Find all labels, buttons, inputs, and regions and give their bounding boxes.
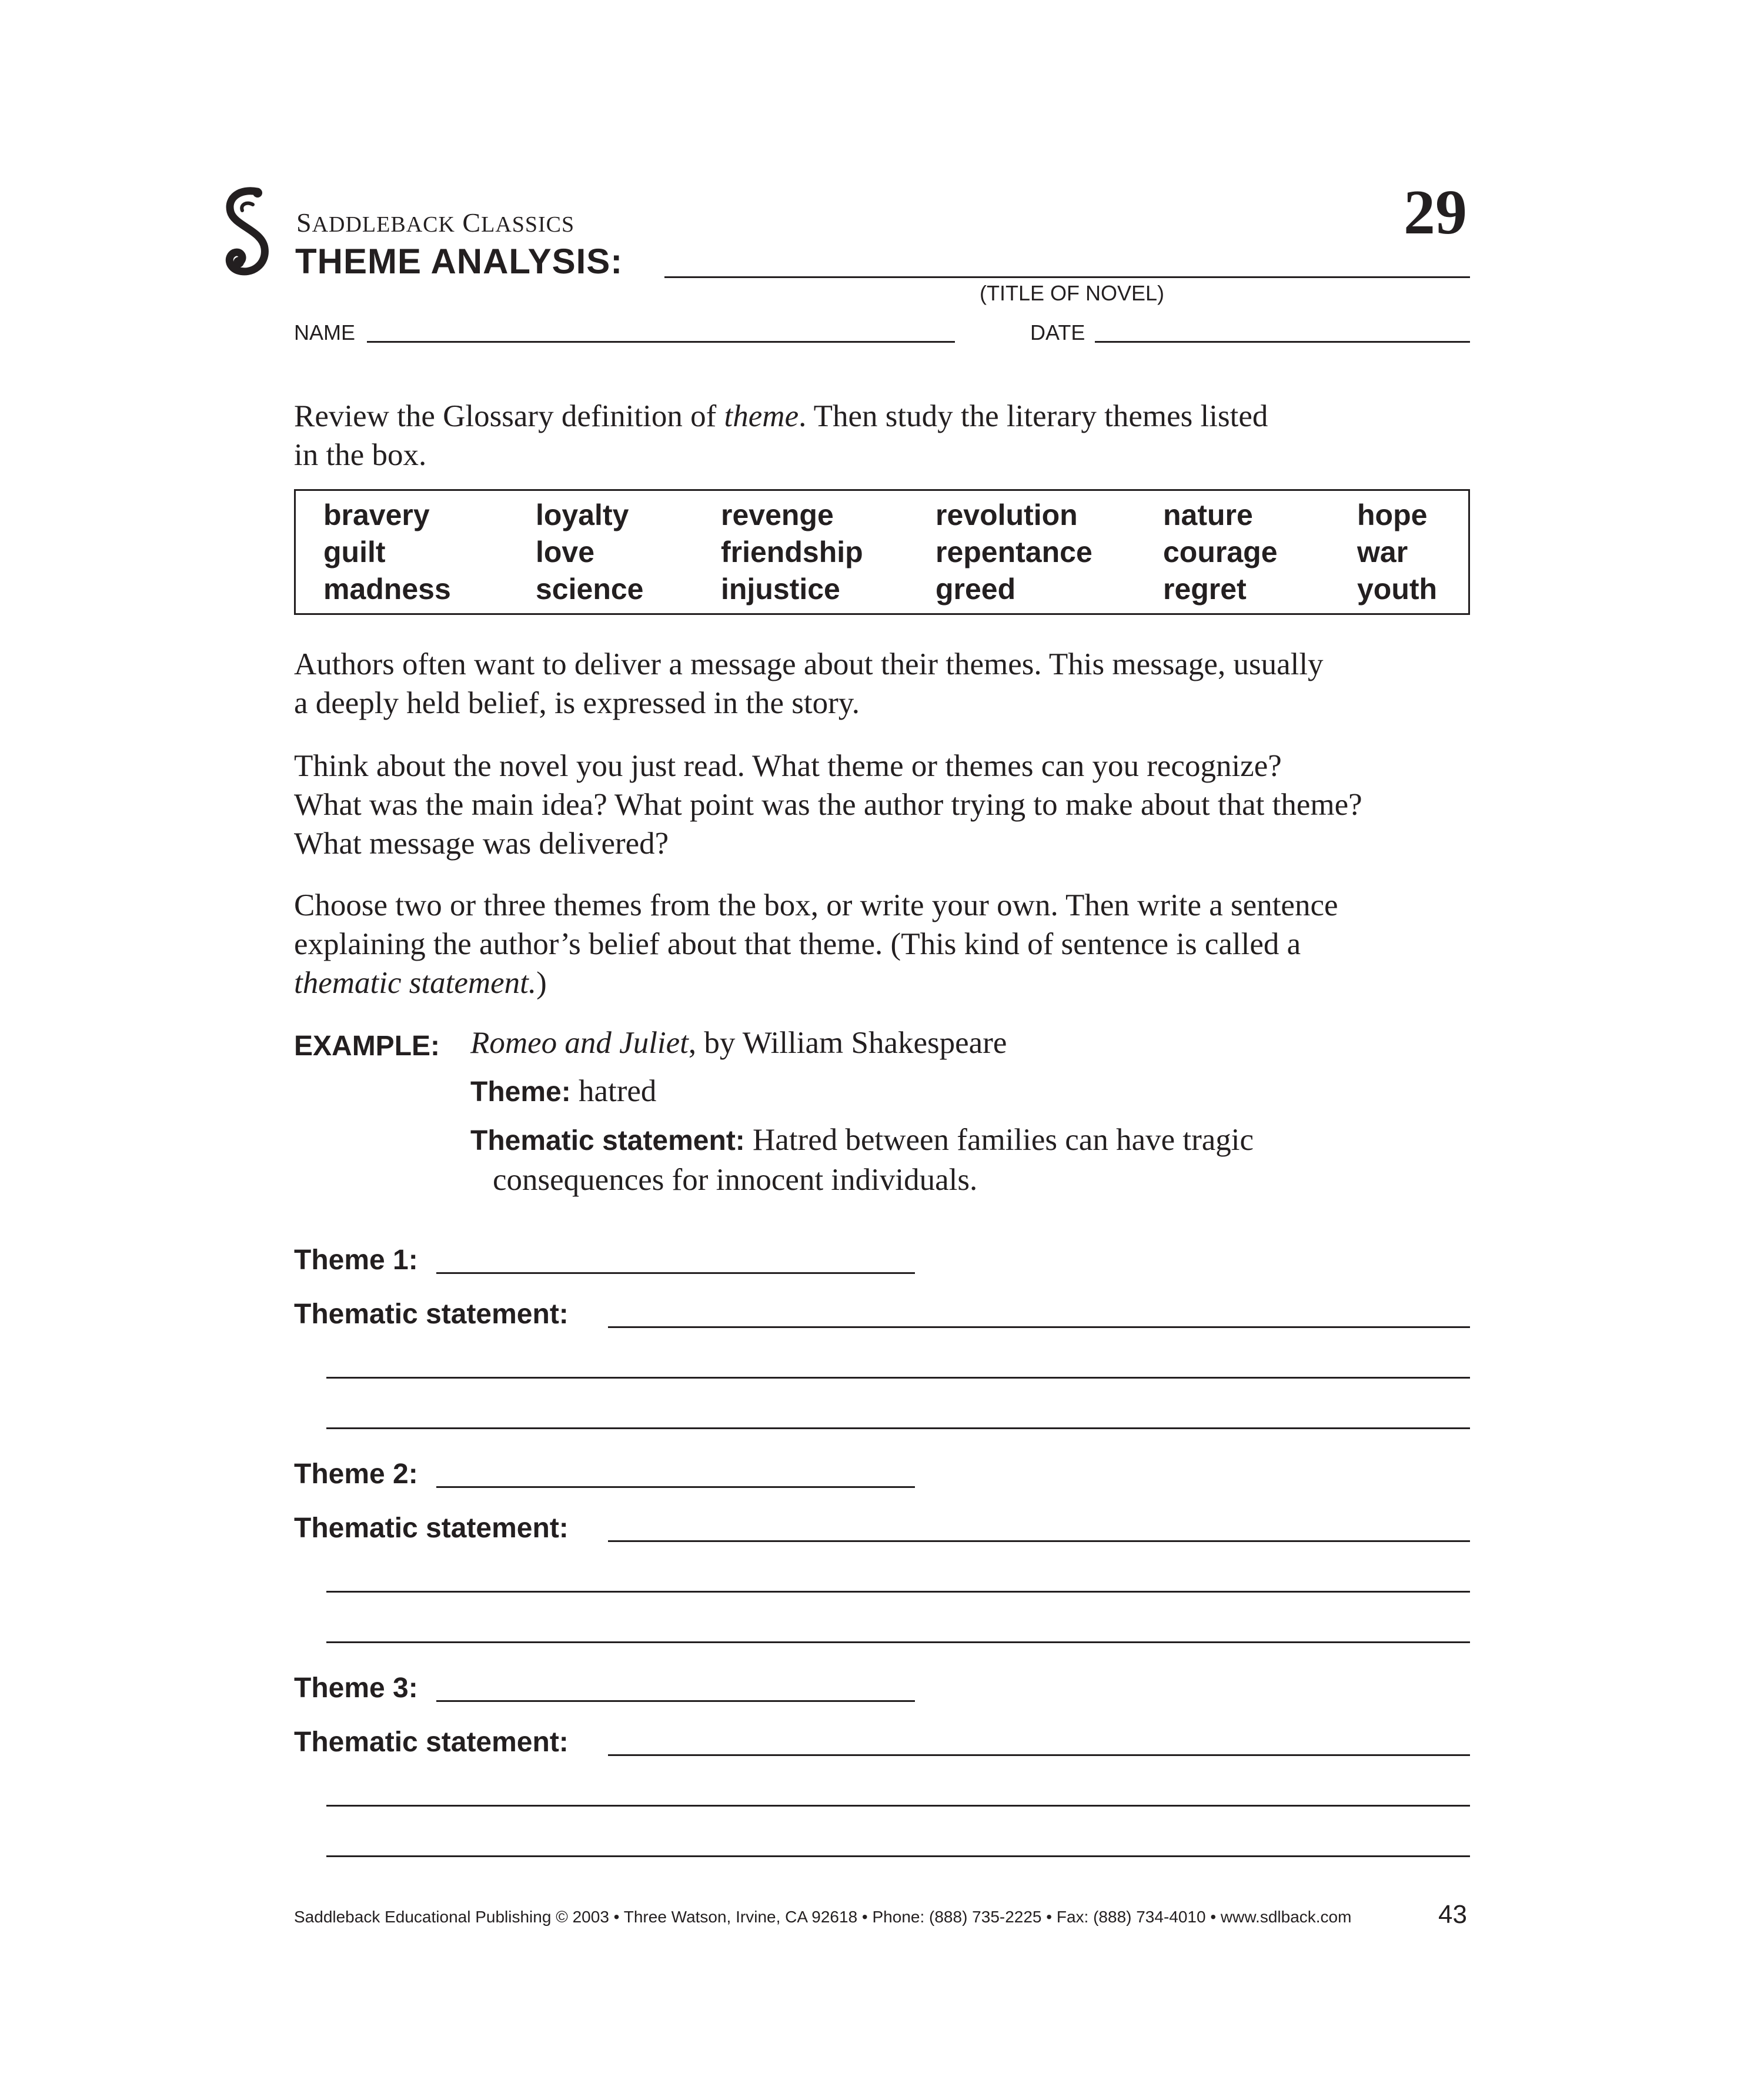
statement-3-line[interactable] (326, 1855, 1470, 1857)
theme-word: injustice (721, 573, 840, 606)
publisher-brand: SADDLEBACK CLASSICS (296, 208, 575, 238)
worksheet-number: 29 (1404, 178, 1467, 248)
theme-word: revenge (721, 499, 834, 531)
statement-3-label: Thematic statement: (294, 1727, 569, 1758)
example-theme: Theme: hatred (470, 1074, 657, 1108)
statement-1-line[interactable] (326, 1427, 1470, 1429)
theme-word-box (294, 489, 1470, 615)
theme-column (323, 497, 451, 608)
date-field[interactable] (1095, 341, 1470, 343)
instructions-paragraph: Choose two or three themes from the box, or write your own. Then write a sentence explaining the author’s belief about that theme. (This kind of sentence is called a thematic statement.) (294, 888, 1338, 1000)
theme-3-field[interactable] (436, 1700, 915, 1702)
theme-word: loyalty (536, 499, 629, 531)
theme-1-label: Theme 1: (294, 1245, 418, 1276)
statement-3-line[interactable] (326, 1805, 1470, 1807)
name-label: NAME (294, 320, 356, 345)
example-label: EXAMPLE: (294, 1031, 440, 1062)
statement-1-line[interactable] (326, 1377, 1470, 1379)
theme-3-label: Theme 3: (294, 1673, 418, 1704)
date-label: DATE (1030, 320, 1085, 345)
statement-1-line[interactable] (608, 1326, 1470, 1328)
theme-1-field[interactable] (436, 1272, 915, 1274)
footer-page-number: 43 (1438, 1900, 1467, 1929)
theme-word: greed (936, 573, 1016, 606)
statement-2-label: Thematic statement: (294, 1513, 569, 1544)
theme-word: repentance (936, 536, 1093, 568)
theme-word: friendship (721, 536, 863, 568)
theme-word: bravery (323, 499, 430, 531)
theme-column (721, 497, 863, 608)
think-about-paragraph: Think about the novel you just read. What theme or themes can you recognize? What was the main idea? What point was the author trying to make about that theme? What message was delivered? (294, 749, 1362, 861)
theme-2-label: Theme 2: (294, 1459, 418, 1490)
saddleback-logo-icon (216, 187, 281, 287)
worksheet-title: THEME ANALYSIS: (295, 242, 623, 281)
theme-word: love (536, 536, 595, 568)
theme-word: courage (1163, 536, 1278, 568)
novel-title-field[interactable] (664, 276, 1470, 278)
theme-word: madness (323, 573, 451, 606)
theme-word: guilt (323, 536, 386, 568)
theme-word: regret (1163, 573, 1247, 606)
theme-word: hope (1357, 499, 1428, 531)
theme-column (536, 497, 643, 608)
theme-word: revolution (936, 499, 1078, 531)
theme-2-field[interactable] (436, 1486, 915, 1488)
theme-word: nature (1163, 499, 1253, 531)
theme-column (1163, 497, 1278, 608)
statement-3-line[interactable] (608, 1754, 1470, 1756)
novel-title-caption: (TITLE OF NOVEL) (980, 281, 1165, 305)
statement-2-line[interactable] (326, 1591, 1470, 1593)
statement-2-line[interactable] (608, 1540, 1470, 1542)
theme-column (936, 497, 1093, 608)
theme-word: youth (1357, 573, 1438, 606)
footer-copyright: Saddleback Educational Publishing © 2003 • Three Watson, Irvine, CA 92618 • Phone: (888) 735-2225 • Fax: (888) 734-4010 • www.sdlback.com (294, 1908, 1352, 1926)
theme-column (1357, 497, 1437, 608)
statement-1-label: Thematic statement: (294, 1299, 569, 1330)
example-work: Romeo and Juliet, by William Shakespeare (470, 1026, 1007, 1060)
theme-word: science (536, 573, 644, 606)
intro-paragraph: Review the Glossary definition of theme. Then study the literary themes listed in the box. (294, 399, 1268, 472)
statement-2-line[interactable] (326, 1641, 1470, 1643)
theme-word: war (1357, 536, 1408, 568)
authors-message-paragraph: Authors often want to deliver a message about their themes. This message, usually a deeply held belief, is expressed in the story. (294, 647, 1324, 720)
example-statement: Thematic statement: Hatred between families can have tragic consequences for innocent individuals. (470, 1123, 1254, 1197)
name-field[interactable] (367, 341, 955, 343)
